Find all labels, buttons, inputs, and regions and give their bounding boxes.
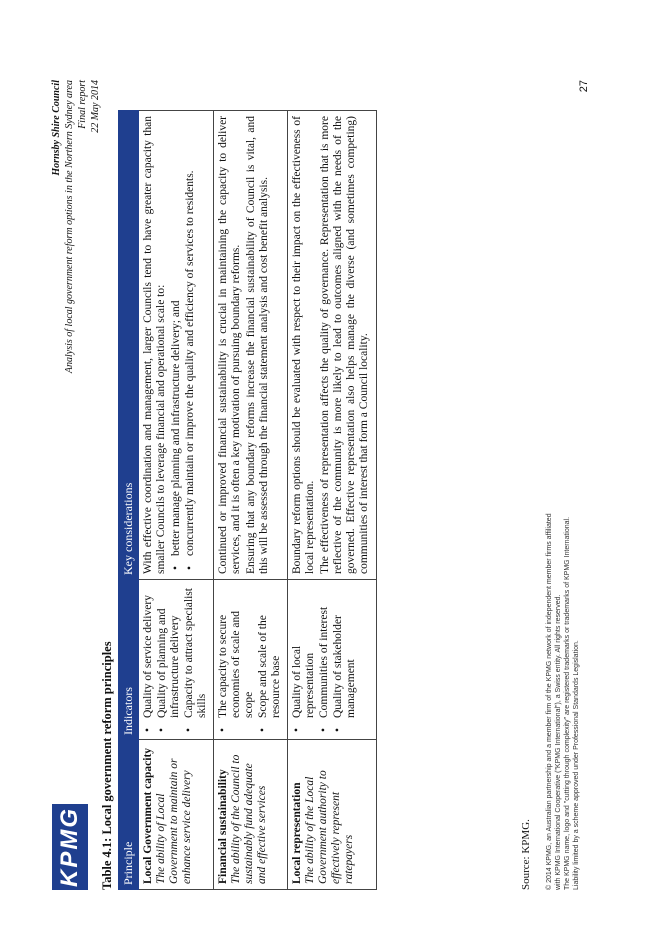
table-row [288, 111, 377, 890]
kc-paragraph: Boundary reform options should be evaluated with respect to their impact on the effectiveness of local representation. [291, 116, 316, 574]
key-considerations-cell [139, 111, 214, 580]
key-considerations-cell [288, 111, 377, 580]
indicator-item: • Scope and scale of the resource base [257, 585, 283, 718]
indicator-item: • Quality of service delivery [142, 585, 155, 718]
principle-name: Local Government capacity [142, 747, 154, 884]
indicators-cell [288, 580, 377, 740]
indicator-item: • Quality of stakeholder management [332, 585, 358, 718]
principles-table [118, 110, 377, 890]
table-row [139, 111, 214, 890]
principle-desc: The ability of the Council to sustainably fund adequate and effective services [230, 754, 268, 884]
logo-text: KPMG [56, 807, 83, 887]
principle-desc: The ability of Local Government to maintain or enhance service delivery [155, 758, 193, 884]
header-council: Hornsby Shire Council [51, 80, 62, 176]
principle-cell [139, 740, 214, 890]
kc-bullet: • better manage planning and infrastructure delivery; and [170, 116, 183, 556]
footer-line: Liability limited by a scheme approved under Professional Standards Legislation. [573, 640, 580, 890]
header-date: 22 May 2014 [90, 80, 101, 133]
col-header-key-considerations: Key considerations [119, 111, 139, 580]
col-header-principle: Principle [119, 740, 139, 890]
kpmg-logo [52, 804, 88, 890]
key-considerations-cell [214, 111, 288, 580]
source-note: Source: KPMG. [520, 819, 532, 890]
footer-line: © 2014 KPMG, an Australian partnership and a member firm of the KPMG network of independent member firms affiliated [546, 513, 553, 890]
principle-cell [214, 740, 288, 890]
table-row [214, 111, 288, 890]
kc-paragraph: Continued or improved financial sustainability is crucial in maintaining the capacity to deliver services, and it is often a key motivation of pursuing boundary reforms. [217, 116, 242, 574]
kc-bullet: • concurrently maintain or improve the quality and efficiency of services to residents. [184, 116, 197, 556]
table-title: Table 4.1: Local government reform principles [100, 641, 114, 890]
indicator-item: • Communities of interest [318, 585, 331, 718]
indicator-item: • Capacity to attract specialist skills [183, 585, 209, 718]
indicator-item: • Quality of local representation [291, 585, 317, 718]
indicators-cell [139, 580, 214, 740]
kc-paragraph: With effective coordination and management, larger Councils tend to have greater capacity than smaller Councils to leverage financial and operational scale to: [142, 116, 167, 574]
page-number: 27 [578, 80, 590, 93]
principle-name: Local representation [291, 782, 303, 884]
footer-line: with KPMG International Cooperative ("KPMG International"), a Swiss entity. All rights reserved. [555, 594, 562, 890]
principle-name: Financial sustainability [217, 769, 229, 884]
principle-desc: The ability of the Local Government authority to effectively represent ratepayers [304, 770, 355, 884]
table-header-row [119, 111, 139, 890]
copyright-footer [545, 190, 581, 890]
indicator-item: • The capacity to secure economies of scale and scope [217, 585, 256, 718]
indicator-item: • Quality of planning and infrastructure delivery [156, 585, 182, 718]
header-subtitle: Analysis of local government reform options in the Northern Sydney area [64, 80, 75, 374]
page-header [50, 80, 102, 373]
header-report: Final report [77, 80, 88, 129]
principle-cell [288, 740, 377, 890]
kc-paragraph: The effectiveness of representation affects the quality of governance. Representation that is more reflective of the community is more likely to lead to outcomes aligned with the needs of the governed. Effective representation also helps manage the diverse (and sometimes competing) communities of interest that form a Council locality. [319, 116, 370, 574]
kc-paragraph: Ensuring that any boundary reforms increase the financial sustainability of Council is vital, and this will be assessed through the financial statement analysis and cost benefit analysis. [245, 116, 270, 574]
footer-line: The KPMG name, logo and "cutting through complexity" are registered trademarks or trademarks of KPMG International. [564, 516, 571, 890]
col-header-indicators: Indicators [119, 580, 139, 740]
indicators-cell [214, 580, 288, 740]
